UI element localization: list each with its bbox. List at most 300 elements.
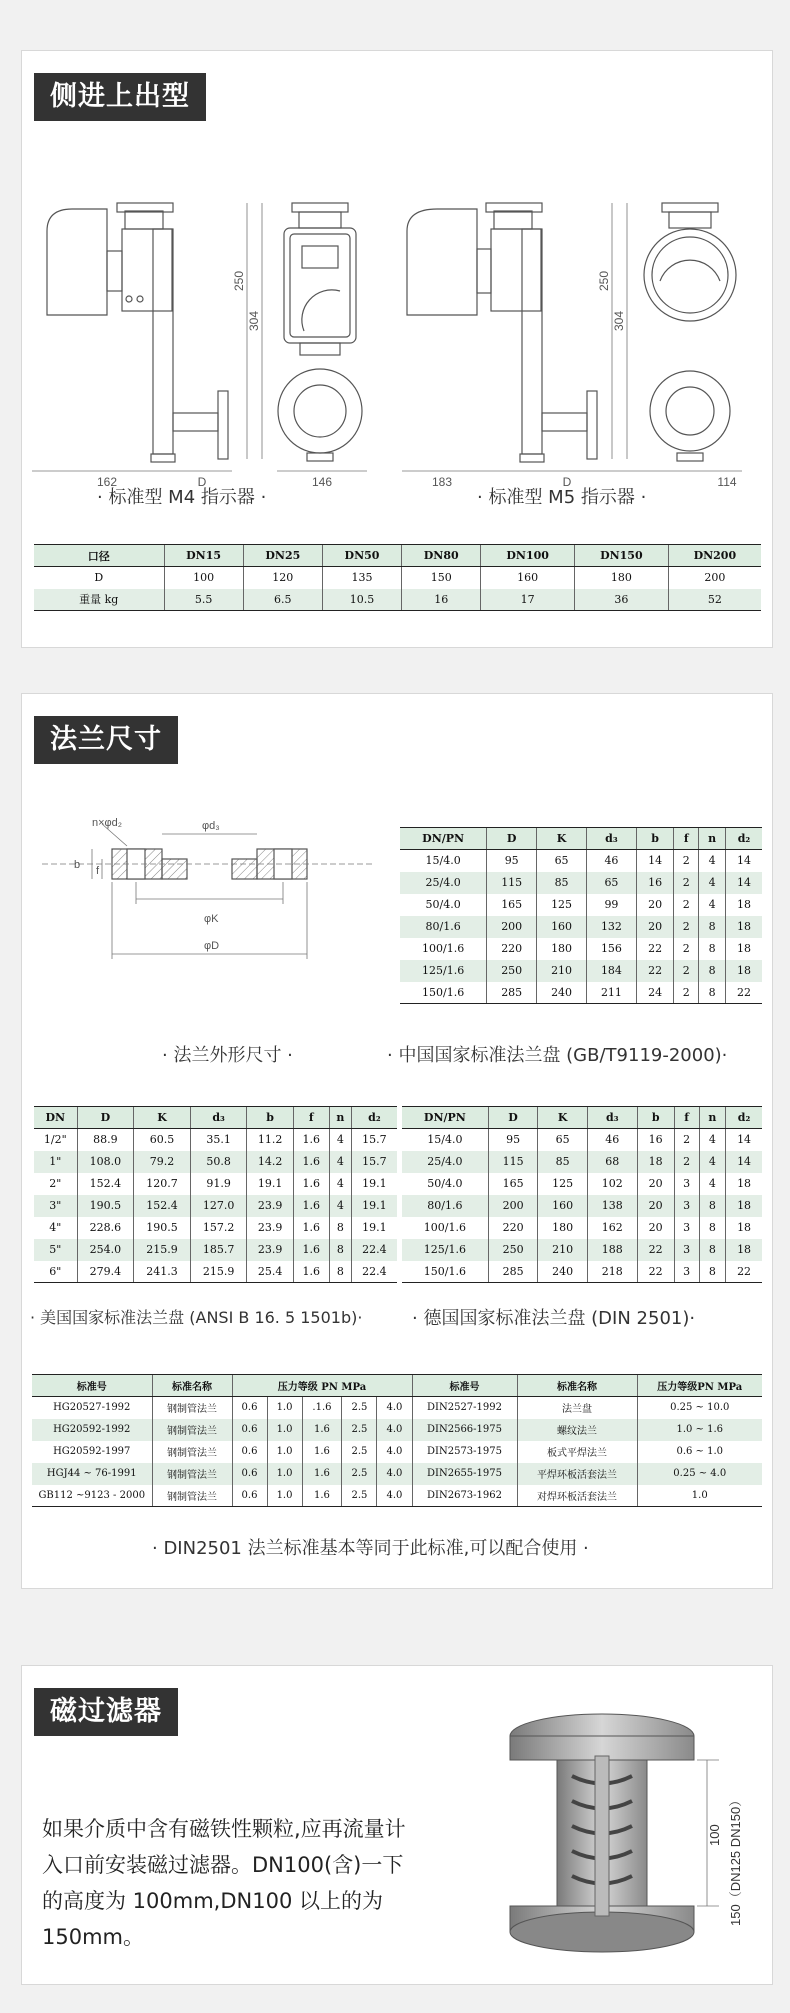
table-cell: 22 (726, 1261, 762, 1283)
table-row (32, 1397, 762, 1419)
table-cell: 218 (587, 1261, 637, 1283)
table-row (402, 1195, 762, 1217)
table-cell: 16 (636, 872, 673, 894)
table-cell: 8 (699, 1217, 726, 1239)
table-cell: 14 (636, 850, 673, 872)
table-cell: 2 (674, 916, 699, 938)
table-cell: 螺纹法兰 (517, 1419, 637, 1441)
table-cell: 钢制管法兰 (152, 1441, 232, 1463)
cn-flange-table (400, 827, 762, 1004)
label-d3: φd₃ (202, 820, 220, 832)
section-title: 法兰尺寸 (34, 716, 178, 764)
table-cell: 210 (537, 960, 587, 982)
table-cell: 1.0 ~ 1.6 (637, 1419, 762, 1441)
dim-100: 100 (707, 1824, 722, 1846)
header-cell: n (329, 1107, 351, 1129)
table-cell: 1.6 (302, 1419, 342, 1441)
table-cell: 150/1.6 (402, 1261, 488, 1283)
table-cell: DIN2527-1992 (412, 1397, 517, 1419)
table-cell: 15/4.0 (425, 854, 461, 868)
table-cell: 115 (487, 872, 537, 894)
table-cell: 20 (637, 1195, 674, 1217)
table-cell: 19.1 (351, 1173, 397, 1195)
table-cell: DIN2673-1962 (412, 1485, 517, 1507)
header-cell: D (487, 828, 537, 850)
table-cell: 0.6 (232, 1463, 267, 1485)
table-cell: 22 (725, 982, 762, 1004)
table-cell: 180 (538, 1217, 588, 1239)
us-flange-table (34, 1106, 397, 1283)
table-row (402, 1261, 762, 1283)
table-cell: 4 (329, 1195, 351, 1217)
table-cell: 8 (699, 960, 726, 982)
table-cell: 100/1.6 (423, 1221, 466, 1234)
table-cell: 115 (488, 1151, 538, 1173)
table-cell: 钢制管法兰 (152, 1397, 232, 1419)
header-cell: 标准号 (412, 1375, 517, 1397)
table-cell: 4 (699, 894, 726, 916)
table-row (32, 1463, 762, 1485)
table-cell: 钢制管法兰 (152, 1419, 232, 1441)
table-cell: 279.4 (77, 1261, 134, 1283)
table-cell: 1" (34, 1151, 77, 1173)
header-cell: DN150 (575, 545, 669, 567)
header-cell: DN (34, 1107, 77, 1129)
table-cell: 23.9 (247, 1239, 293, 1261)
label-k: φK (204, 913, 219, 925)
table-cell: 4 (329, 1129, 351, 1151)
header-cell: DN/PN (402, 1107, 488, 1129)
table-cell: 50.8 (190, 1151, 247, 1173)
table-cell: 228.6 (77, 1217, 134, 1239)
table-cell: 150/1.6 (400, 982, 487, 1004)
header-cell: f (674, 828, 699, 850)
table-cell: 15/4.0 (427, 1133, 463, 1147)
m4-dim-h1: 250 (232, 270, 246, 291)
header-cell: d₃ (587, 828, 637, 850)
table-cell: 6" (34, 1261, 77, 1283)
table-cell: 52 (668, 589, 761, 611)
table-cell: 0.6 (232, 1397, 267, 1419)
table-cell: 对焊环板活套法兰 (517, 1485, 637, 1507)
section-title: 侧进上出型 (34, 73, 206, 121)
table-cell: 4 (699, 872, 726, 894)
table-cell: 190.5 (77, 1195, 134, 1217)
table-cell: 20 (637, 1173, 674, 1195)
header-cell: d₃ (587, 1107, 637, 1129)
filter-description: 如果介质中含有磁铁性颗粒,应再流量计入口前安装磁过滤器。DN100(含)一下的高度为 100mm,DN100 以上的为 150mm。 (42, 1817, 406, 1949)
table-cell: 4 (699, 1151, 726, 1173)
table-cell: 2 (674, 1151, 699, 1173)
caption-cn-standard: · 中国国家标准法兰盘 (GB/T9119-2000)· (387, 1045, 728, 1066)
table-cell: 4.0 (377, 1485, 412, 1507)
table-cell: 14 (726, 1151, 762, 1173)
table-cell: 2" (49, 1177, 62, 1190)
table-cell: 1.6 (293, 1217, 329, 1239)
table-cell: 79.2 (134, 1151, 191, 1173)
table-cell: 4.0 (377, 1441, 412, 1463)
table-cell: 20 (636, 916, 673, 938)
table-cell: 160 (537, 916, 587, 938)
table-cell: 2.5 (342, 1397, 377, 1419)
table-cell: 65 (537, 850, 587, 872)
table-cell: 157.2 (190, 1217, 247, 1239)
table-cell: 2 (674, 894, 699, 916)
table-cell: 2.5 (342, 1441, 377, 1463)
m5-dim-h2: 304 (612, 310, 626, 331)
label-f: f (96, 865, 100, 877)
table-cell: DIN2573-1975 (412, 1441, 517, 1463)
table-row (400, 894, 762, 916)
table-cell: 0.6 (232, 1485, 267, 1507)
table-cell: 152.4 (77, 1173, 134, 1195)
table-row (34, 1261, 397, 1283)
m4-dim-h2: 304 (247, 310, 261, 331)
table-cell: 8 (329, 1217, 351, 1239)
section-side-inlet (21, 50, 773, 648)
table-row (34, 1195, 397, 1217)
table-row (402, 1173, 762, 1195)
table-cell: 19.1 (351, 1195, 397, 1217)
table-cell: 14 (725, 872, 762, 894)
size-weight-table (34, 544, 761, 611)
table-cell: 1.0 (267, 1463, 302, 1485)
table-cell: 65 (538, 1129, 588, 1151)
table-row (400, 960, 762, 982)
table-cell: 85 (537, 872, 587, 894)
header-cell: d₃ (190, 1107, 247, 1129)
table-cell: 8 (699, 1261, 726, 1283)
m5-dim-b: D (562, 475, 572, 489)
table-cell: 3 (674, 1173, 699, 1195)
table-cell: 3" (34, 1195, 77, 1217)
header-cell: DN100 (481, 545, 575, 567)
table-cell: 22.4 (351, 1261, 397, 1283)
table-cell: 22 (636, 938, 673, 960)
caption-note: · DIN2501 法兰标准基本等同于此标准,可以配合使用 · (152, 1538, 589, 1559)
table-cell: 25.4 (247, 1261, 293, 1283)
table-cell: 0.25 ~ 10.0 (637, 1397, 762, 1419)
table-cell: 1.6 (302, 1441, 342, 1463)
table-cell: 211 (587, 982, 637, 1004)
table-row (32, 1419, 762, 1441)
table-cell: 160 (481, 567, 575, 589)
table-cell: 16 (402, 589, 481, 611)
m5-dim-a: 183 (431, 475, 453, 489)
table-cell: 2 (674, 960, 699, 982)
table-cell: 24 (636, 982, 673, 1004)
table-cell: 1.0 (267, 1397, 302, 1419)
table-cell: 1.6 (293, 1261, 329, 1283)
table-cell: 22 (636, 960, 673, 982)
table-cell: 135 (322, 567, 401, 589)
header-cell: 标准名称 (152, 1375, 232, 1397)
table-cell: 100 (164, 567, 243, 589)
table-cell: 50/4.0 (427, 1177, 463, 1190)
table-cell: DIN2655-1975 (412, 1463, 517, 1485)
table-cell: 3 (674, 1261, 699, 1283)
table-row (34, 1129, 397, 1151)
header-cell: f (293, 1107, 329, 1129)
section-magnetic-filter (21, 1665, 773, 1985)
table-cell: 100/1.6 (422, 942, 465, 955)
header-cell: d₂ (725, 828, 762, 850)
table-cell: 15.7 (351, 1151, 397, 1173)
table-cell: 85 (538, 1151, 588, 1173)
label-nd2: n×φd₂ (92, 817, 123, 829)
table-cell: 板式平焊法兰 (517, 1441, 637, 1463)
table-cell: 10.5 (322, 589, 401, 611)
table-cell: .1.6 (302, 1397, 342, 1419)
table-cell: 185.7 (190, 1239, 247, 1261)
table-cell: 108.0 (77, 1151, 134, 1173)
table-cell: 4 (699, 1129, 726, 1151)
caption-de-standard: · 德国国家标准法兰盘 (DIN 2501)· (412, 1308, 696, 1329)
flange-drawing (22, 804, 392, 1004)
table-cell: 8 (699, 938, 726, 960)
table-cell: 68 (587, 1151, 637, 1173)
de-flange-table (402, 1106, 762, 1283)
table-cell: 35.1 (190, 1129, 247, 1151)
table-row (34, 1151, 397, 1173)
table-cell: 2 (674, 850, 699, 872)
table-cell: 120 (243, 567, 322, 589)
table-cell: 4 (699, 850, 726, 872)
header-cell: 标准名称 (517, 1375, 637, 1397)
header-cell: D (77, 1107, 134, 1129)
m5-drawing (397, 181, 767, 489)
table-cell: 3 (674, 1195, 699, 1217)
m5-dim-h1: 250 (597, 270, 611, 291)
table-cell: 1.6 (293, 1173, 329, 1195)
table-cell: 2 (674, 1129, 699, 1151)
table-cell: 8 (699, 916, 726, 938)
table-cell: 125 (538, 1173, 588, 1195)
table-row (402, 1151, 762, 1173)
table-cell: 4 (329, 1151, 351, 1173)
table-cell: 18 (726, 1173, 762, 1195)
table-row (400, 938, 762, 960)
table-cell: DIN2566-1975 (412, 1419, 517, 1441)
table-cell: 22 (637, 1239, 674, 1261)
table-cell: 18 (726, 1239, 762, 1261)
table-cell: 60.5 (134, 1129, 191, 1151)
table-cell: GB112 ~9123 - 2000 (32, 1485, 152, 1507)
table-cell: 11.2 (247, 1129, 293, 1151)
table-cell: 220 (487, 938, 537, 960)
table-cell: 200 (488, 1195, 538, 1217)
table-cell: 2 (674, 982, 699, 1004)
table-cell: 2 (674, 872, 699, 894)
table-cell: 200 (668, 567, 761, 589)
magnetic-filter-illustration (457, 1706, 757, 1966)
table-cell: 1.6 (302, 1463, 342, 1485)
header-cell: 压力等级 PN MPa (232, 1375, 412, 1397)
table-cell: 18 (726, 1217, 762, 1239)
table-cell: 20 (637, 1217, 674, 1239)
header-cell: 标准号 (32, 1375, 152, 1397)
table-cell: 125/1.6 (400, 960, 487, 982)
table-cell: 4" (49, 1221, 62, 1234)
table-cell: 1.6 (302, 1485, 342, 1507)
table-cell: 1.6 (293, 1195, 329, 1217)
m4-dim-c: 146 (311, 475, 333, 489)
header-cell: b (247, 1107, 293, 1129)
table-row (34, 567, 761, 589)
dim-150: 150（DN125 DN150） (728, 1793, 743, 1926)
table-cell: 65 (587, 872, 637, 894)
table-row (32, 1441, 762, 1463)
table-cell: 重量 kg (34, 589, 164, 611)
header-cell: DN25 (243, 545, 322, 567)
table-cell: 95 (488, 1129, 538, 1151)
header-cell: b (636, 828, 673, 850)
table-cell: 18 (725, 894, 762, 916)
table-cell: 19.1 (247, 1173, 293, 1195)
table-row (400, 982, 762, 1004)
table-cell: 4.0 (377, 1397, 412, 1419)
standards-table (32, 1374, 762, 1507)
table-cell: 188 (587, 1239, 637, 1261)
table-cell: 99 (587, 894, 637, 916)
table-cell: 180 (537, 938, 587, 960)
table-cell: HG20527-1992 (53, 1402, 131, 1414)
table-cell: 1.0 (267, 1419, 302, 1441)
table-cell: 20 (636, 894, 673, 916)
table-cell: 1/2" (43, 1133, 67, 1147)
header-cell: d₂ (726, 1107, 762, 1129)
table-cell: 80/1.6 (400, 916, 487, 938)
header-cell: K (538, 1107, 588, 1129)
header-cell: d₂ (351, 1107, 397, 1129)
table-cell: 3 (674, 1217, 699, 1239)
table-cell: 2 (674, 938, 699, 960)
table-cell: 14 (726, 1129, 762, 1151)
section-flange (21, 693, 773, 1589)
header-cell: b (637, 1107, 674, 1129)
table-cell: 1.6 (293, 1239, 329, 1261)
table-cell: 18 (725, 916, 762, 938)
table-row (34, 1217, 397, 1239)
table-cell: 240 (537, 982, 587, 1004)
table-cell: 285 (487, 982, 537, 1004)
table-cell: 2.5 (342, 1419, 377, 1441)
header-cell: DN80 (402, 545, 481, 567)
table-cell: 法兰盘 (517, 1397, 637, 1419)
table-cell: HG20592-1997 (53, 1446, 131, 1457)
table-row (400, 916, 762, 938)
table-cell: 18 (725, 960, 762, 982)
m4-dim-b: D (197, 475, 207, 489)
table-row (34, 1239, 397, 1261)
header-cell: K (537, 828, 587, 850)
table-cell: 125 (537, 894, 587, 916)
table-cell: 23.9 (247, 1195, 293, 1217)
caption-flange-drawing: · 法兰外形尺寸 · (162, 1045, 293, 1066)
table-cell: 19.1 (351, 1217, 397, 1239)
table-cell: 平焊环板活套法兰 (517, 1463, 637, 1485)
table-cell: 132 (587, 916, 637, 938)
header-cell: K (134, 1107, 191, 1129)
table-cell: 150 (402, 567, 481, 589)
table-cell: 15.7 (351, 1129, 397, 1151)
header-cell: n (699, 1107, 726, 1129)
table-cell: 138 (587, 1195, 637, 1217)
table-cell: 14 (725, 850, 762, 872)
table-cell: 1.0 (637, 1485, 762, 1507)
table-cell: 2.5 (342, 1463, 377, 1485)
table-cell: 220 (488, 1217, 538, 1239)
table-cell: 46 (587, 850, 637, 872)
table-cell: 250 (488, 1239, 538, 1261)
section-title: 磁过滤器 (34, 1688, 178, 1736)
table-cell: HGJ44 ~ 76-1991 (32, 1463, 152, 1485)
table-cell: 4.0 (377, 1463, 412, 1485)
table-cell: 1.6 (293, 1151, 329, 1173)
table-cell: 18 (725, 938, 762, 960)
table-cell: 16 (637, 1129, 674, 1151)
table-cell: 91.9 (190, 1173, 247, 1195)
table-cell: 6.5 (243, 589, 322, 611)
header-cell: f (674, 1107, 699, 1129)
table-row (400, 872, 762, 894)
header-cell: DN/PN (400, 828, 487, 850)
table-cell: 50/4.0 (425, 898, 461, 911)
m4-drawing (22, 181, 392, 489)
table-cell: 102 (587, 1173, 637, 1195)
table-cell: 184 (587, 960, 637, 982)
header-cell: DN200 (668, 545, 761, 567)
table-cell: 14.2 (247, 1151, 293, 1173)
table-cell: 88.9 (77, 1129, 134, 1151)
table-row (402, 1129, 762, 1151)
table-row (400, 850, 762, 872)
table-cell: 23.9 (247, 1217, 293, 1239)
header-cell: 压力等级PN MPa (637, 1375, 762, 1397)
table-cell: 0.6 (232, 1419, 267, 1441)
table-cell: 200 (487, 916, 537, 938)
table-cell: 215.9 (134, 1239, 191, 1261)
table-cell: 215.9 (190, 1261, 247, 1283)
table-cell: 127.0 (190, 1195, 247, 1217)
table-cell: 285 (488, 1261, 538, 1283)
label-d: φD (204, 940, 220, 952)
table-cell: 18 (726, 1195, 762, 1217)
table-row (402, 1239, 762, 1261)
header-cell: n (699, 828, 726, 850)
table-cell: 160 (538, 1195, 588, 1217)
table-cell: 3 (674, 1239, 699, 1261)
caption-m5: · 标准型 M5 指示器 · (477, 487, 647, 508)
header-cell: 口径 (34, 545, 164, 567)
table-cell: 17 (481, 589, 575, 611)
header-cell: DN50 (322, 545, 401, 567)
table-cell: 36 (575, 589, 669, 611)
header-cell: D (488, 1107, 538, 1129)
table-cell: 8 (329, 1261, 351, 1283)
table-cell: 5.5 (164, 589, 243, 611)
m5-dim-c: 114 (717, 475, 737, 489)
m4-dim-a: 162 (96, 475, 118, 489)
caption-us-standard: · 美国国家标准法兰盘 (ANSI B 16. 5 1501b)· (30, 1308, 363, 1327)
table-cell: 钢制管法兰 (152, 1485, 232, 1507)
table-cell: 250 (487, 960, 537, 982)
table-cell: 210 (538, 1239, 588, 1261)
table-cell: 22.4 (351, 1239, 397, 1261)
table-cell: HG20592-1992 (32, 1419, 152, 1441)
table-cell: 18 (637, 1151, 674, 1173)
table-cell: 162 (587, 1217, 637, 1239)
